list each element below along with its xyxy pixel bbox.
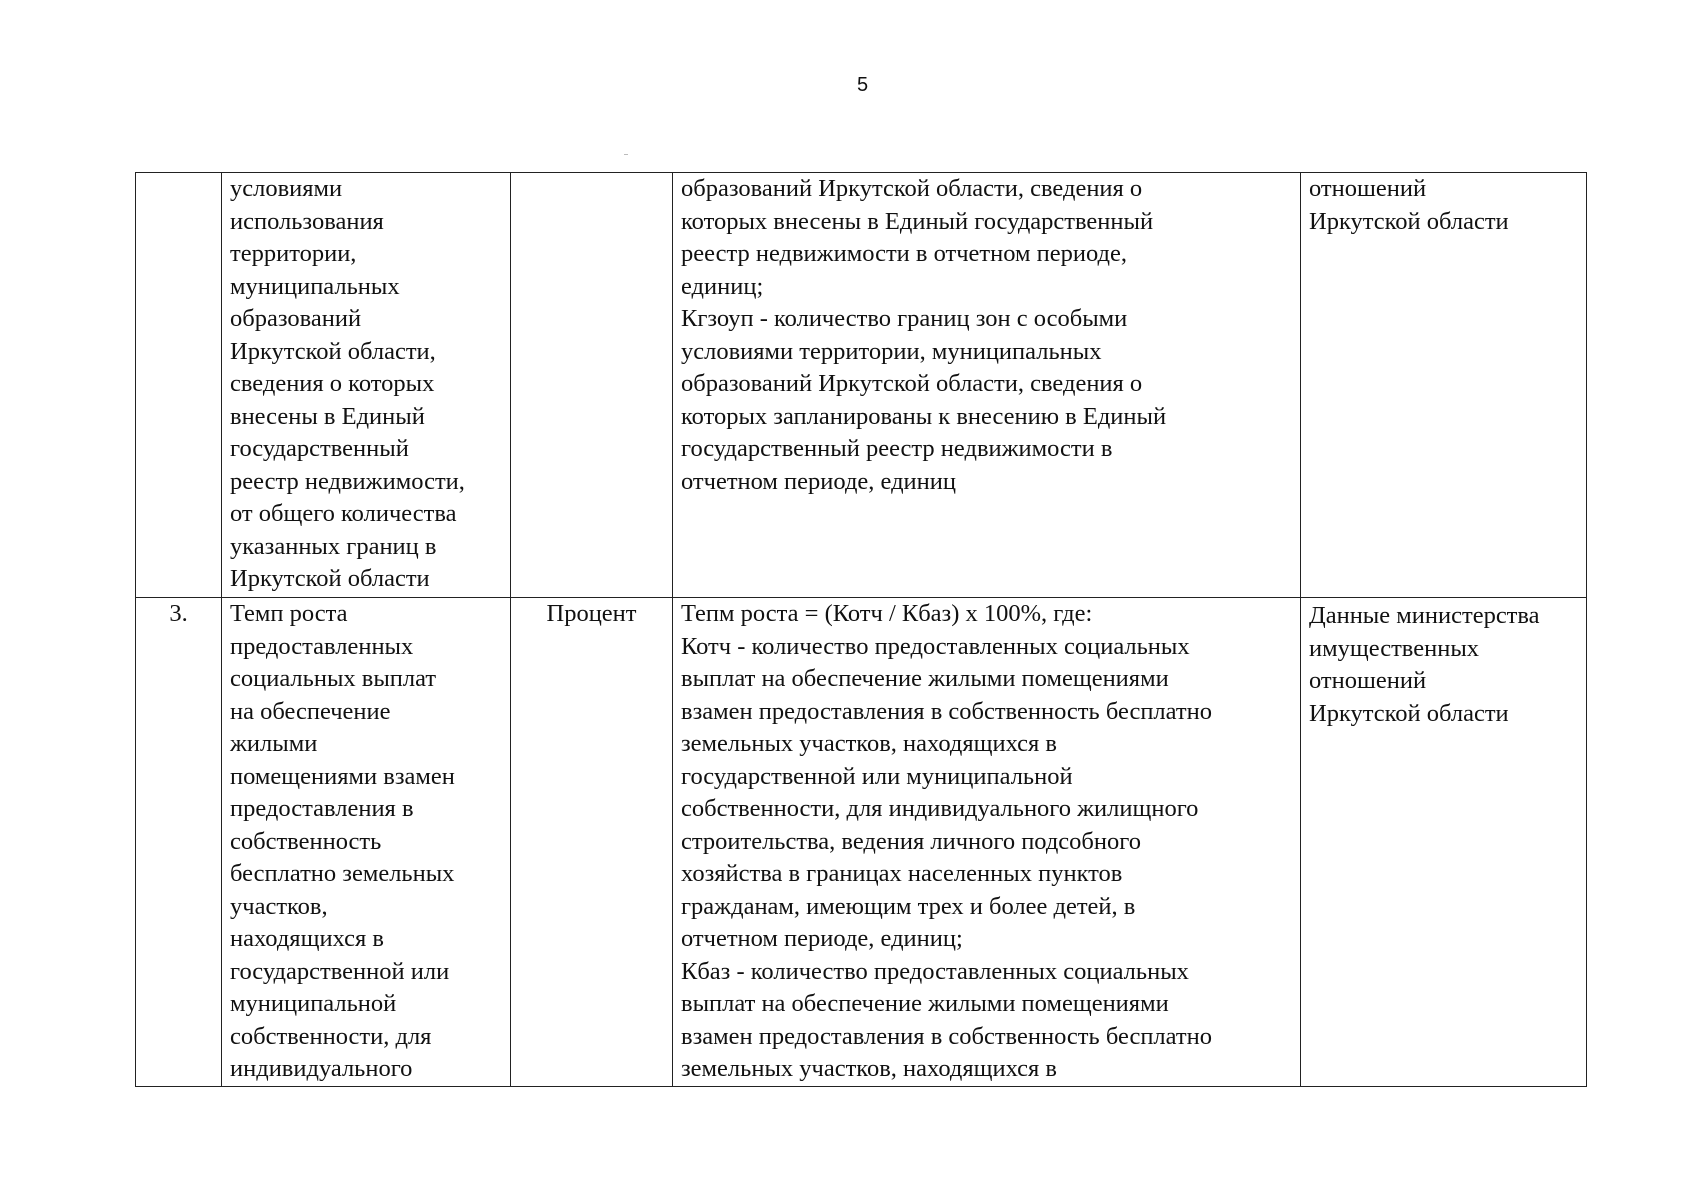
text-line: муниципальных [230, 272, 400, 300]
indicator-name-cell [222, 173, 511, 598]
table-row [136, 598, 1587, 1087]
text-line: Иркутской области, [230, 337, 436, 365]
text-line: единиц; [681, 272, 764, 300]
text-line: бесплатно земельных [230, 860, 455, 887]
text-line: гражданам, имеющим трех и более детей, в [681, 892, 1136, 920]
data-source-cell [1301, 598, 1587, 1087]
text-line: Тепм роста = (Котч / Кбаз) х 100%, где: [681, 600, 1093, 627]
text-line: указанных границ в [230, 532, 437, 560]
text-line: Темп роста [230, 600, 348, 627]
formula-cell [673, 173, 1301, 598]
text-line: которых запланированы к внесению в Единый [681, 402, 1167, 430]
text-line: земельных участков, находящихся в [681, 730, 1057, 757]
text-line: хозяйства в границах населенных пунктов [681, 860, 1123, 887]
text-line: государственный [230, 435, 409, 462]
scan-speck [624, 154, 628, 155]
row-number-cell [136, 173, 222, 598]
text-line: Котч - количество предоставленных социальных [681, 632, 1190, 660]
text-line: земельных участков, находящихся в [681, 1055, 1057, 1082]
data-source-cell [1301, 173, 1587, 598]
text-line: государственной или муниципальной [681, 762, 1073, 790]
text-line: условиями [230, 175, 343, 202]
indicator-table [135, 172, 1587, 1087]
text-line: взамен предоставления в собственность бесплатно [681, 697, 1212, 725]
text-line: Кбаз - количество предоставленных социальных [681, 957, 1189, 985]
text-line: Кгзоуп - количество границ зон с особыми [681, 305, 1128, 332]
text-line: Иркутской области [230, 565, 430, 592]
text-line: на обеспечение [230, 697, 391, 725]
text-line: предоставленных [230, 632, 414, 660]
text-line: государственный реестр недвижимости в [681, 435, 1113, 462]
unit-cell: Процент [511, 598, 673, 1087]
text-line: отчетном периоде, единиц [681, 467, 957, 495]
text-line: муниципальной [230, 990, 397, 1017]
text-line: собственности, для индивидуального жилищного [681, 795, 1199, 822]
text-line: предоставления в [230, 795, 414, 822]
text-line: помещениями взамен [230, 762, 455, 790]
text-line: Иркутской области [1309, 207, 1509, 235]
text-line: строительства, ведения личного подсобного [681, 827, 1141, 855]
text-line: Данные министерства [1309, 602, 1540, 629]
table-row [136, 173, 1587, 598]
text-line: сведения о которых [230, 370, 435, 397]
text-line: выплат на обеспечение жилыми помещениями [681, 665, 1169, 692]
text-line: реестр недвижимости, [230, 467, 465, 495]
row-number-cell: 3. [136, 598, 222, 1087]
text-line: реестр недвижимости в отчетном периоде, [681, 240, 1128, 267]
text-line: отношений [1309, 667, 1427, 694]
page-number: 5 [856, 74, 869, 96]
text-line: которых внесены в Единый государственный [681, 207, 1154, 235]
text-line: условиями территории, муниципальных [681, 337, 1102, 365]
text-line: Иркутской области [1309, 699, 1509, 727]
text-line: взамен предоставления в собственность бесплатно [681, 1022, 1212, 1050]
formula-cell [673, 598, 1301, 1087]
text-line: образований [230, 305, 362, 332]
text-line: выплат на обеспечение жилыми помещениями [681, 990, 1169, 1017]
text-line: собственность [230, 827, 382, 855]
text-line: государственной или [230, 957, 450, 985]
text-line: от общего количества [230, 500, 457, 527]
text-line: использования [230, 207, 384, 235]
text-line: отчетном периоде, единиц; [681, 925, 963, 952]
text-line: собственности, для [230, 1022, 432, 1050]
text-line: социальных выплат [230, 665, 437, 692]
text-line: территории, [230, 240, 357, 267]
indicator-name-cell [222, 598, 511, 1087]
text-line: образований Иркутской области, сведения о [681, 175, 1143, 202]
text-line: находящихся в [230, 925, 384, 952]
text-line: индивидуального [230, 1055, 413, 1082]
text-line: отношений [1309, 175, 1427, 202]
text-line: жилыми [230, 730, 318, 757]
text-line: имущественных [1309, 634, 1480, 662]
text-line: участков, [230, 892, 328, 920]
text-line: образований Иркутской области, сведения о [681, 370, 1143, 397]
unit-cell [511, 173, 673, 598]
text-line: внесены в Единый [230, 402, 425, 430]
